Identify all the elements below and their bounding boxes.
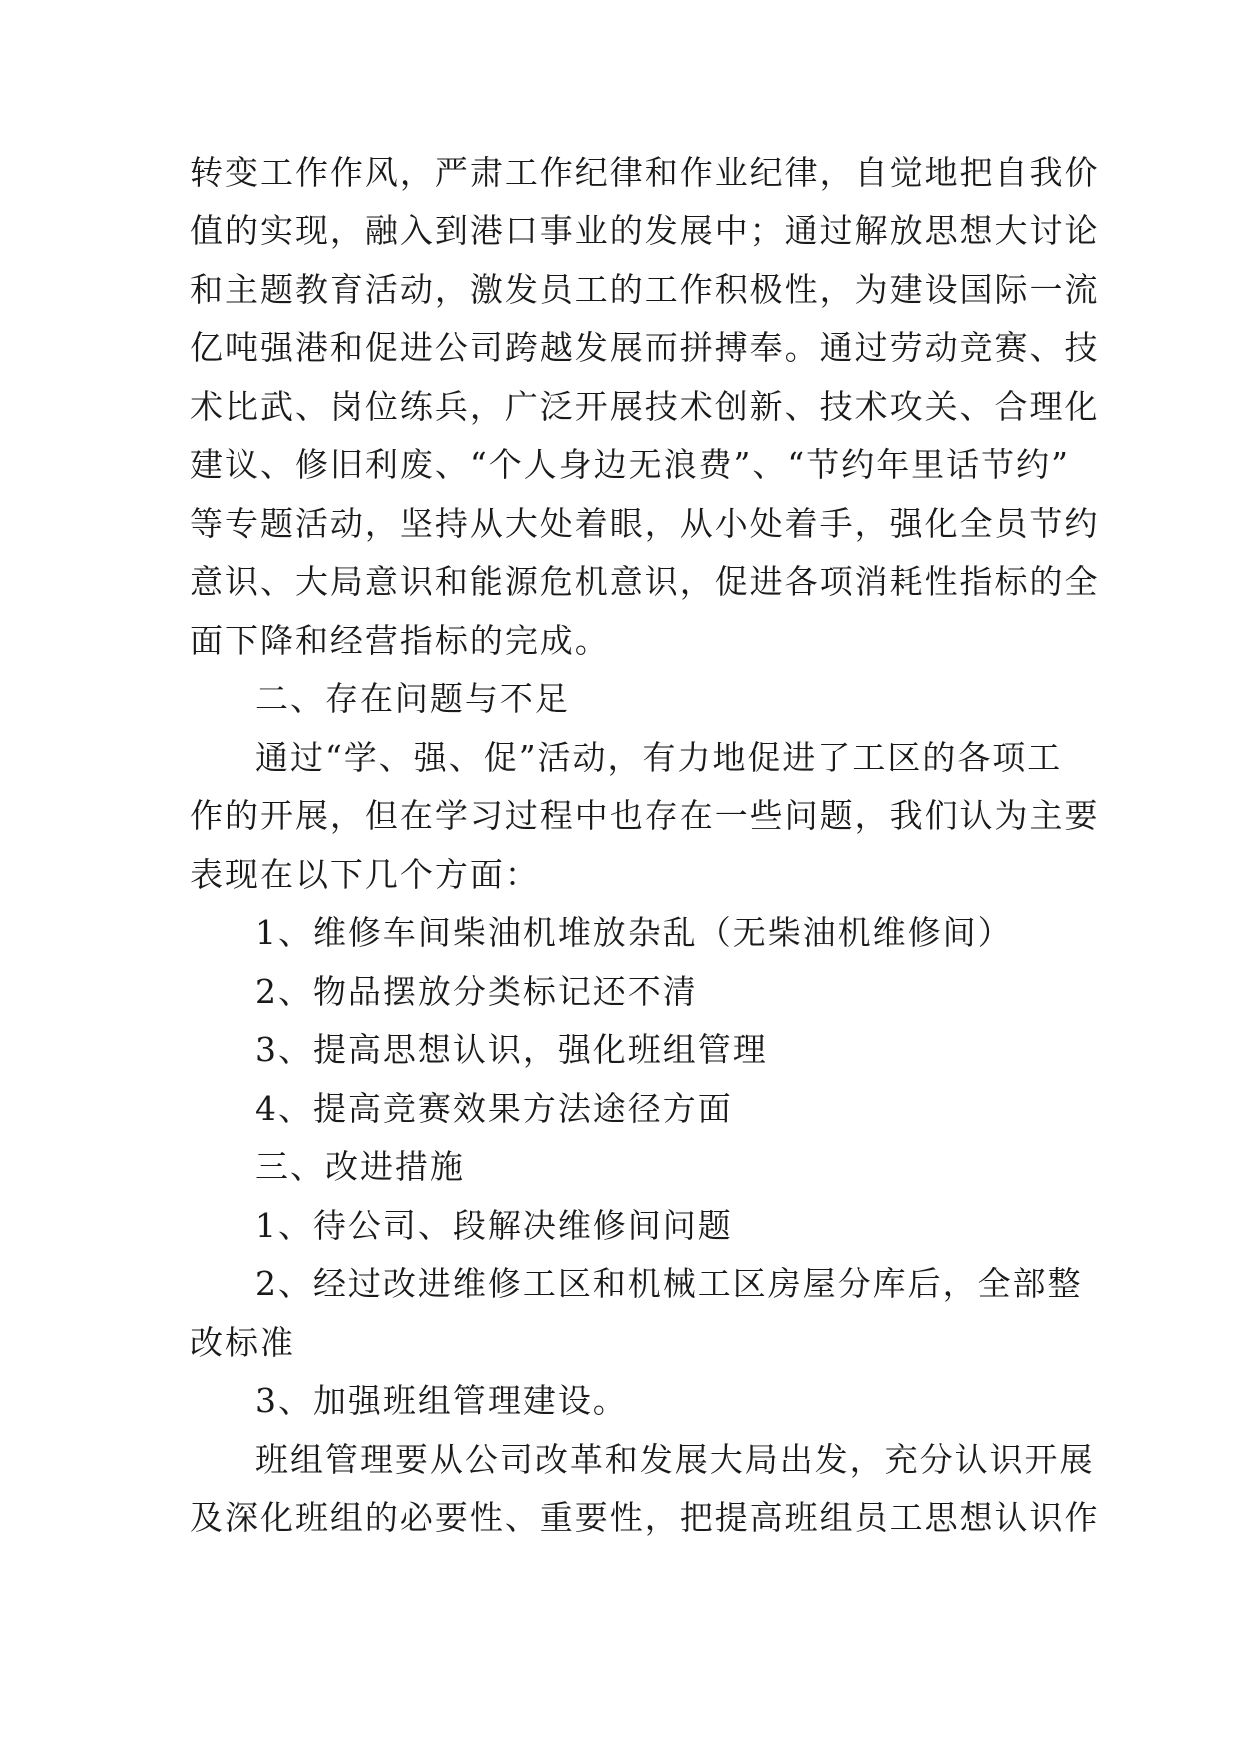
body-text-line: 和主题教育活动，激发员工的工作积极性，为建设国际一流 — [190, 270, 1100, 309]
body-text-line: 值的实现，融入到港口事业的发展中；通过解放思想大讨论 — [190, 211, 1100, 250]
body-text-line: 建议、修旧利废、“个人身边无浪费”、“节约年里话节约” — [190, 445, 1070, 484]
body-text-line: 等专题活动，坚持从大处着眼，从小处着手，强化全员节约 — [190, 504, 1100, 543]
list-item: 2、经过改进维修工区和机械工区房屋分库后，全部整 — [255, 1264, 1083, 1303]
list-item: 3、加强班组管理建设。 — [255, 1381, 628, 1420]
body-text-line: 亿吨强港和促进公司跨越发展而拼搏奉。通过劳动竞赛、技 — [190, 328, 1100, 367]
body-text-line: 改标准 — [190, 1323, 295, 1362]
list-item: 1、待公司、段解决维修间问题 — [255, 1206, 733, 1245]
list-item: 4、提高竞赛效果方法途径方面 — [255, 1089, 733, 1128]
body-text-line: 意识、大局意识和能源危机意识，促进各项消耗性指标的全 — [190, 562, 1100, 601]
body-text-line: 及深化班组的必要性、重要性，把提高班组员工思想认识作 — [190, 1498, 1100, 1537]
section-heading: 二、存在问题与不足 — [255, 679, 570, 718]
body-text-line: 面下降和经营指标的完成。 — [190, 621, 610, 660]
section-heading: 三、改进措施 — [255, 1147, 465, 1186]
list-item: 1、维修车间柴油机堆放杂乱（无柴油机维修间） — [255, 913, 1013, 952]
list-item: 3、提高思想认识，强化班组管理 — [255, 1030, 768, 1069]
list-item: 2、物品摆放分类标记还不清 — [255, 972, 698, 1011]
body-text-line: 术比武、岗位练兵，广泛开展技术创新、技术攻关、合理化 — [190, 387, 1100, 426]
body-text-line: 作的开展，但在学习过程中也存在一些问题，我们认为主要 — [190, 796, 1100, 835]
body-text-line: 表现在以下几个方面： — [190, 855, 540, 894]
body-text-line: 通过“学、强、促”活动，有力地促进了工区的各项工 — [255, 738, 1063, 777]
body-text-line: 转变工作作风，严肃工作纪律和作业纪律，自觉地把自我价 — [190, 153, 1100, 192]
body-text-line: 班组管理要从公司改革和发展大局出发，充分认识开展 — [255, 1440, 1095, 1479]
